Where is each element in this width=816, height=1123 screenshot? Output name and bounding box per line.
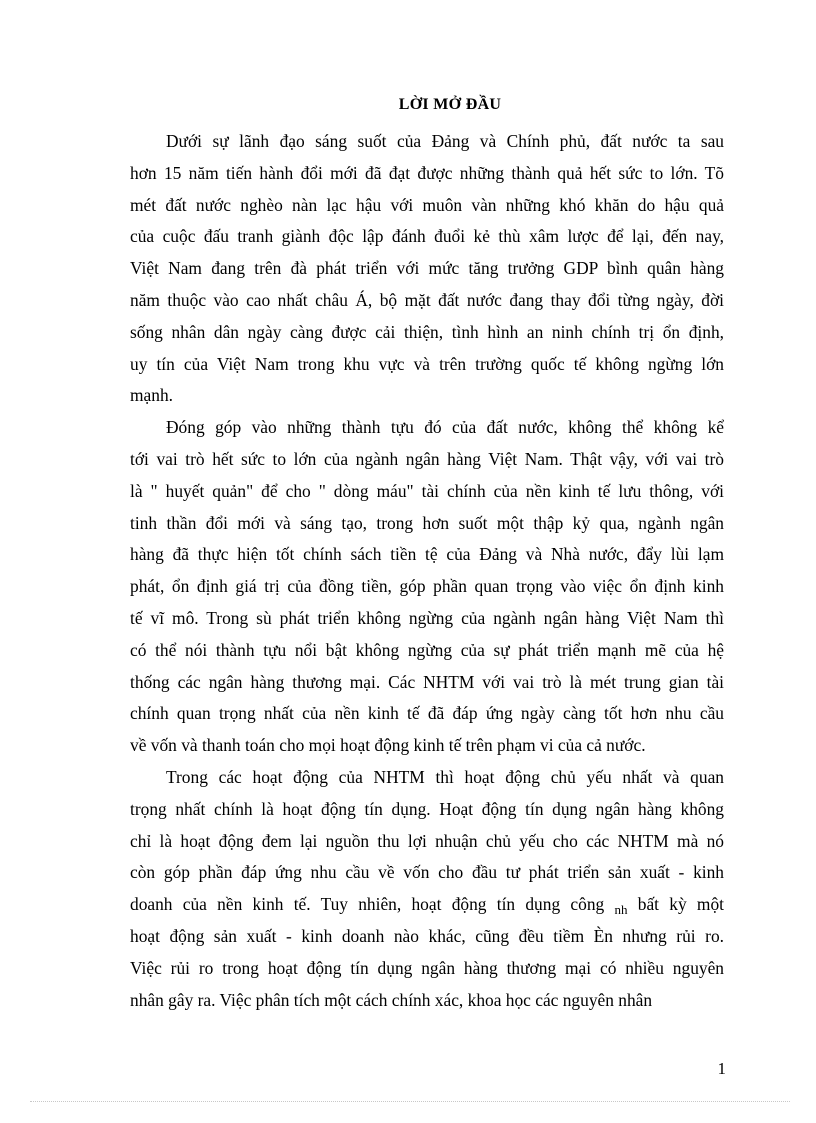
text-line: thống các ngân hàng thương mại. Các NHTM với vai trò là mét trung gian tài (130, 671, 724, 692)
text-line: phát, ổn định giá trị của đồng tiền, góp phần quan trọng vào việc ổn định kinh (130, 576, 724, 597)
page-boundary (30, 1101, 790, 1102)
text-line (130, 889, 724, 921)
misaligned-fragment: nh (614, 902, 628, 918)
text-line: mạnh. (130, 385, 173, 406)
text-line: hơn 15 năm tiến hành đổi mới đã đạt được những thành quả hết sức to lớn. Tõ (130, 162, 724, 183)
text-line: chính quan trọng nhất của nền kinh tế đã đáp ứng ngày càng tốt hơn nhu cầu (130, 703, 724, 724)
body-text (130, 126, 724, 1016)
text-fragment: bất kỳ một (637, 894, 724, 915)
text-line: uy tín của Việt Nam trong khu vực và trên trường quốc tế không ngừng lớn (130, 353, 724, 374)
page-number: 1 (717, 1059, 726, 1078)
text-line: có thể nói thành tựu nổi bật không ngừng của sự phát triển mạnh mẽ của hệ (130, 639, 724, 660)
text-line: về vốn và thanh toán cho mọi hoạt động kinh tế trên phạm vi của cả nước. (130, 735, 646, 756)
text-line: còn góp phần đáp ứng nhu cầu về vốn cho đầu tư phát triển sản xuất - kinh (130, 862, 724, 883)
text-line: nhân gây ra. Việc phân tích một cách chính xác, khoa học các nguyên nhân (130, 989, 653, 1010)
text-line: chỉ là hoạt động đem lại nguồn thu lợi nhuận chủ yếu cho các NHTM mà nó (130, 830, 724, 851)
text-line: hàng đã thực hiện tốt chính sách tiền tệ của Đảng và Nhà nước, đẩy lùi lạm (130, 544, 724, 565)
text-line: sống nhân dân ngày càng được cải thiện, tình hình an ninh chính trị ổn định, (130, 321, 724, 342)
text-line: năm thuộc vào cao nhất châu Á, bộ mặt đất nước đang thay đổi từng ngày, đời (130, 289, 724, 310)
text-fragment: doanh của nền kinh tế. Tuy nhiên, hoạt động tín dụng công (130, 894, 605, 915)
text-line: Việc rủi ro trong hoạt động tín dụng ngân hàng thương mại có nhiều nguyên (130, 957, 724, 978)
text-line: Đóng góp vào những thành tựu đó của đất nước, không thể không kể (166, 417, 724, 438)
text-line: tới vai trò hết sức to lớn của ngành ngân hàng Việt Nam. Thật vậy, với vai trò (130, 448, 724, 469)
text-line: của cuộc đấu tranh giành độc lập đánh đuổi kẻ thù xâm lược để lại, đến nay, (130, 226, 724, 247)
text-line: trọng nhất chính là hoạt động tín dụng. Hoạt động tín dụng ngân hàng không (130, 798, 724, 819)
document-title: LỜI MỞ ĐẦU (398, 96, 502, 113)
text-line: Dưới sự lãnh đạo sáng suốt của Đảng và Chính phủ, đất nước ta sau (166, 131, 724, 151)
text-line: là " huyết quản" để cho " dòng máu" tài chính của nền kinh tế lưu thông, với (130, 480, 724, 501)
text-line: Trong các hoạt động của NHTM thì hoạt động chủ yếu nhất và quan (166, 766, 724, 787)
text-line: mét đất nước nghèo nàn lạc hậu với muôn vàn những khó khăn do hậu quả (130, 194, 724, 215)
text-line: hoạt động sản xuất - kinh doanh nào khác, cũng đều tiềm Èn nhưng rủi ro. (130, 925, 724, 946)
text-line: tế vĩ mô. Trong sù phát triển không ngừng của ngành ngân hàng Việt Nam thì (130, 607, 724, 628)
text-line: tinh thần đổi mới và sáng tạo, trong hơn suốt một thập kỷ qua, ngành ngân (130, 512, 724, 533)
text-line: Việt Nam đang trên đà phát triển với mức tăng trưởng GDP bình quân hàng (130, 258, 724, 279)
